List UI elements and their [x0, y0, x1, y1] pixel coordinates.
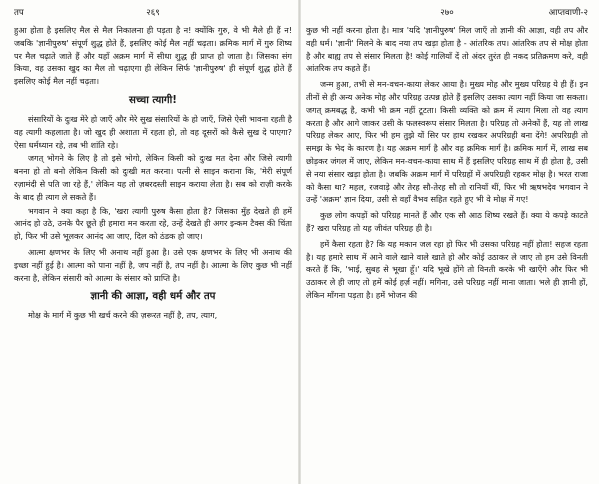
paragraph: मोक्ष के मार्ग में कुछ भी खर्च करने की ज़रूरत नहीं है, तप, त्याग,	[28, 310, 218, 321]
right-page-header	[306, 6, 588, 20]
paragraph: संसारियों के दुःख मेरे हो जाएँ और मेरे सुख संसारियों के हो जाएँ, जिसे ऐसी भावना रहती है वह त्यागी कहलाता है। जो खुद ही अशाता में रहता हो, तो वह दूसरों को कैसे सुख दे पाएगा? ऐसा धर्मध्यान रहे, तब भी शांति रहे।	[14, 113, 292, 150]
paragraph: हुआ होता है इसलिए मैल से मैल निकालना ही पड़ता है न! क्योंकि गुरु, वे भी मैले ही हैं न! जबकि 'ज्ञानीपुरुष' संपूर्ण शुद्ध होते हैं, इसलिए कोई मैल नहीं चढ़ता। क्रमिक मार्ग में गुरु शिष्य पर मैल चढ़ाते जाते हैं और यहाँ अक्रम मार्ग में सीधा शुद्ध ही प्राप्त हो जाता है। जिसका संग किया, वह उसका खुद का मैल तो चढ़ाएगा ही लेकिन सिर्फ 'ज्ञानीपुरुष' ही संपूर्ण शुद्ध होते हैं इसलिए कोई मैल नहीं चढ़ता।	[14, 25, 292, 87]
page-number: २६९	[146, 8, 160, 18]
running-title: तप	[14, 8, 24, 18]
paragraph: हमें कैसा रहता है? कि यह मकान जल रहा हो फिर भी उसका परिग्रह नहीं होता! सहज रहता है। यह हमारे साथ में आने वाले खाने वाले खाते हो और कोई उठाकर ले जाए तो हम उसे विनती करते हैं कि, 'भाई, सुबह से भूखा हूँ।' यदि भूखे होंगे तो विनती करके भी खाएँगे और फिर भी उठाकर ले ही जाए तो हमें कोई हर्ज़ नहीं। मगिना, उसे परिग्रह नहीं माना जाता। भले ही ज्ञानी हों, लेकिन माँगना पड़ता है। हमें भोजन की	[306, 238, 588, 300]
right-page-body	[306, 24, 588, 303]
page-number: २७०	[440, 8, 454, 18]
left-page	[14, 0, 292, 484]
paragraph: जन्म हुआ, तभी से मन-वचन-काया लेकर आया है। मुख्य मोह और मुख्य परिग्रह ये ही हैं। इन तीनों से ही अन्य अनेक मोह और परिग्रह उत्पन्न होते हैं इसलिए उसका त्याग नहीं किया जा सकता। जगत् क्रमबद्ध है, कभी भी क्रम नहीं टूटता। किसी व्यक्ति को क्रम में त्याग मिला तो वह त्याग करता है और आगे जाकर उसी के फलस्वरूप संसार मिलता है। परिग्रह तो अनेकों हैं, यह तो लाख परिग्रह लेकर आए, फिर भी हम तुझे यों सिर पर हाथ रखकर अपरिग्रही बना देंगे! अपरिग्रही तो समझ के भेद के कारण है। यह अक्रम मार्ग है और वह क्रमिक मार्ग है। क्रमिक मार्ग में, लाख सब छोड़कर जंगल में जाए, लेकिन मन-वचन-काया साथ में हैं इसलिए परिग्रह साथ में ही होता है, उसी से नया संसार खड़ा होता है। जबकि अक्रम मार्ग में परिग्रहों में अपरिग्रही रहकर मोक्ष है। भरत राजा को कैसा था? महल, रजवाड़े और तेरह सौ-तेरह सौ तो रानियाँ थीं, फिर भी ऋषभदेव भगवान ने उन्हें 'अक्रम' ज्ञान दिया, उसी से वहाँ वैभव सहित रहते हुए भी वे मोक्ष में गए!	[306, 79, 588, 205]
left-page-body	[14, 24, 292, 323]
paragraph: भगवान ने क्या कहा है कि, 'खरा त्यागी पुरुष कैसा होता है? जिसका मुँह देखते ही हमें आनंद हो उठे, उनके पैर छूते ही हमारा मन करता रहे, उन्हें देखते ही अगर इन्कम टैक्स की चिंता हो, फिर भी उसे भूलकर आनंद आ जाए, दिल को ठंडक हो जाए।	[14, 205, 292, 242]
book-gutter	[298, 0, 301, 484]
paragraph: कुछ भी नहीं करना होता है। मात्र 'यदि 'ज्ञानीपुरुष' मिल जाएँ तो ज्ञानी की आज्ञा, वही तप और वही धर्म। 'ज्ञानी' मिलने के बाद नया तप खड़ा होता है - आंतरिक तप। आंतरिक तप से मोक्ष होता है और बाह्य तप से संसार मिलता है! कोई गालियाँ दें तो अंदर तुरंत ही नकद प्रतिक्रमण करे, वही आंतरिक तप कहते हैं।	[306, 25, 588, 74]
left-page-header	[14, 6, 292, 20]
running-title: आप्तवाणी-२	[548, 8, 588, 18]
section-heading: ज्ञानी की आज्ञा, वही धर्म और तप	[90, 291, 216, 303]
paragraph: आत्मा क्षणभर के लिए भी अनाथ नहीं हुआ है। उसे एक क्षणभर के लिए भी अनाथ की इच्छा नहीं हुई है। आत्मा को पाना नहीं है, जप नहीं है, तप नहीं है। आत्मा के लिए कुछ भी नहीं करना है, लेकिन संसारी को आत्मा के संसार को प्राप्ति है।	[14, 246, 292, 283]
paragraph: जगत् भोगने के लिए है तो इसे भोगो, लेकिन किसी को दुःख मत देना और जिसे त्यागी बनना हो तो बनो लेकिन किसी को दुःखी मत करना। पत्नी से साइन कराना कि, 'मेरी संपूर्ण रज़ामंदी से पति जा रहे हैं,' लेकिन यह तो ज़बरदस्ती साइन कराया लेता है। सब को राज़ी करके के बाद ही त्याग ले सकते हैं।	[14, 153, 292, 202]
paragraph: कुछ लोग कपड़ों को परिग्रह मानते हैं और एक सौ आठ शिष्य रखते हैं। क्या ये कपड़े काटते हैं? खरा परिग्रह तो यह जीवंत परिग्रह ही है।	[306, 210, 588, 233]
right-page	[306, 0, 588, 484]
section-heading: सच्चा त्यागी!	[129, 94, 177, 106]
